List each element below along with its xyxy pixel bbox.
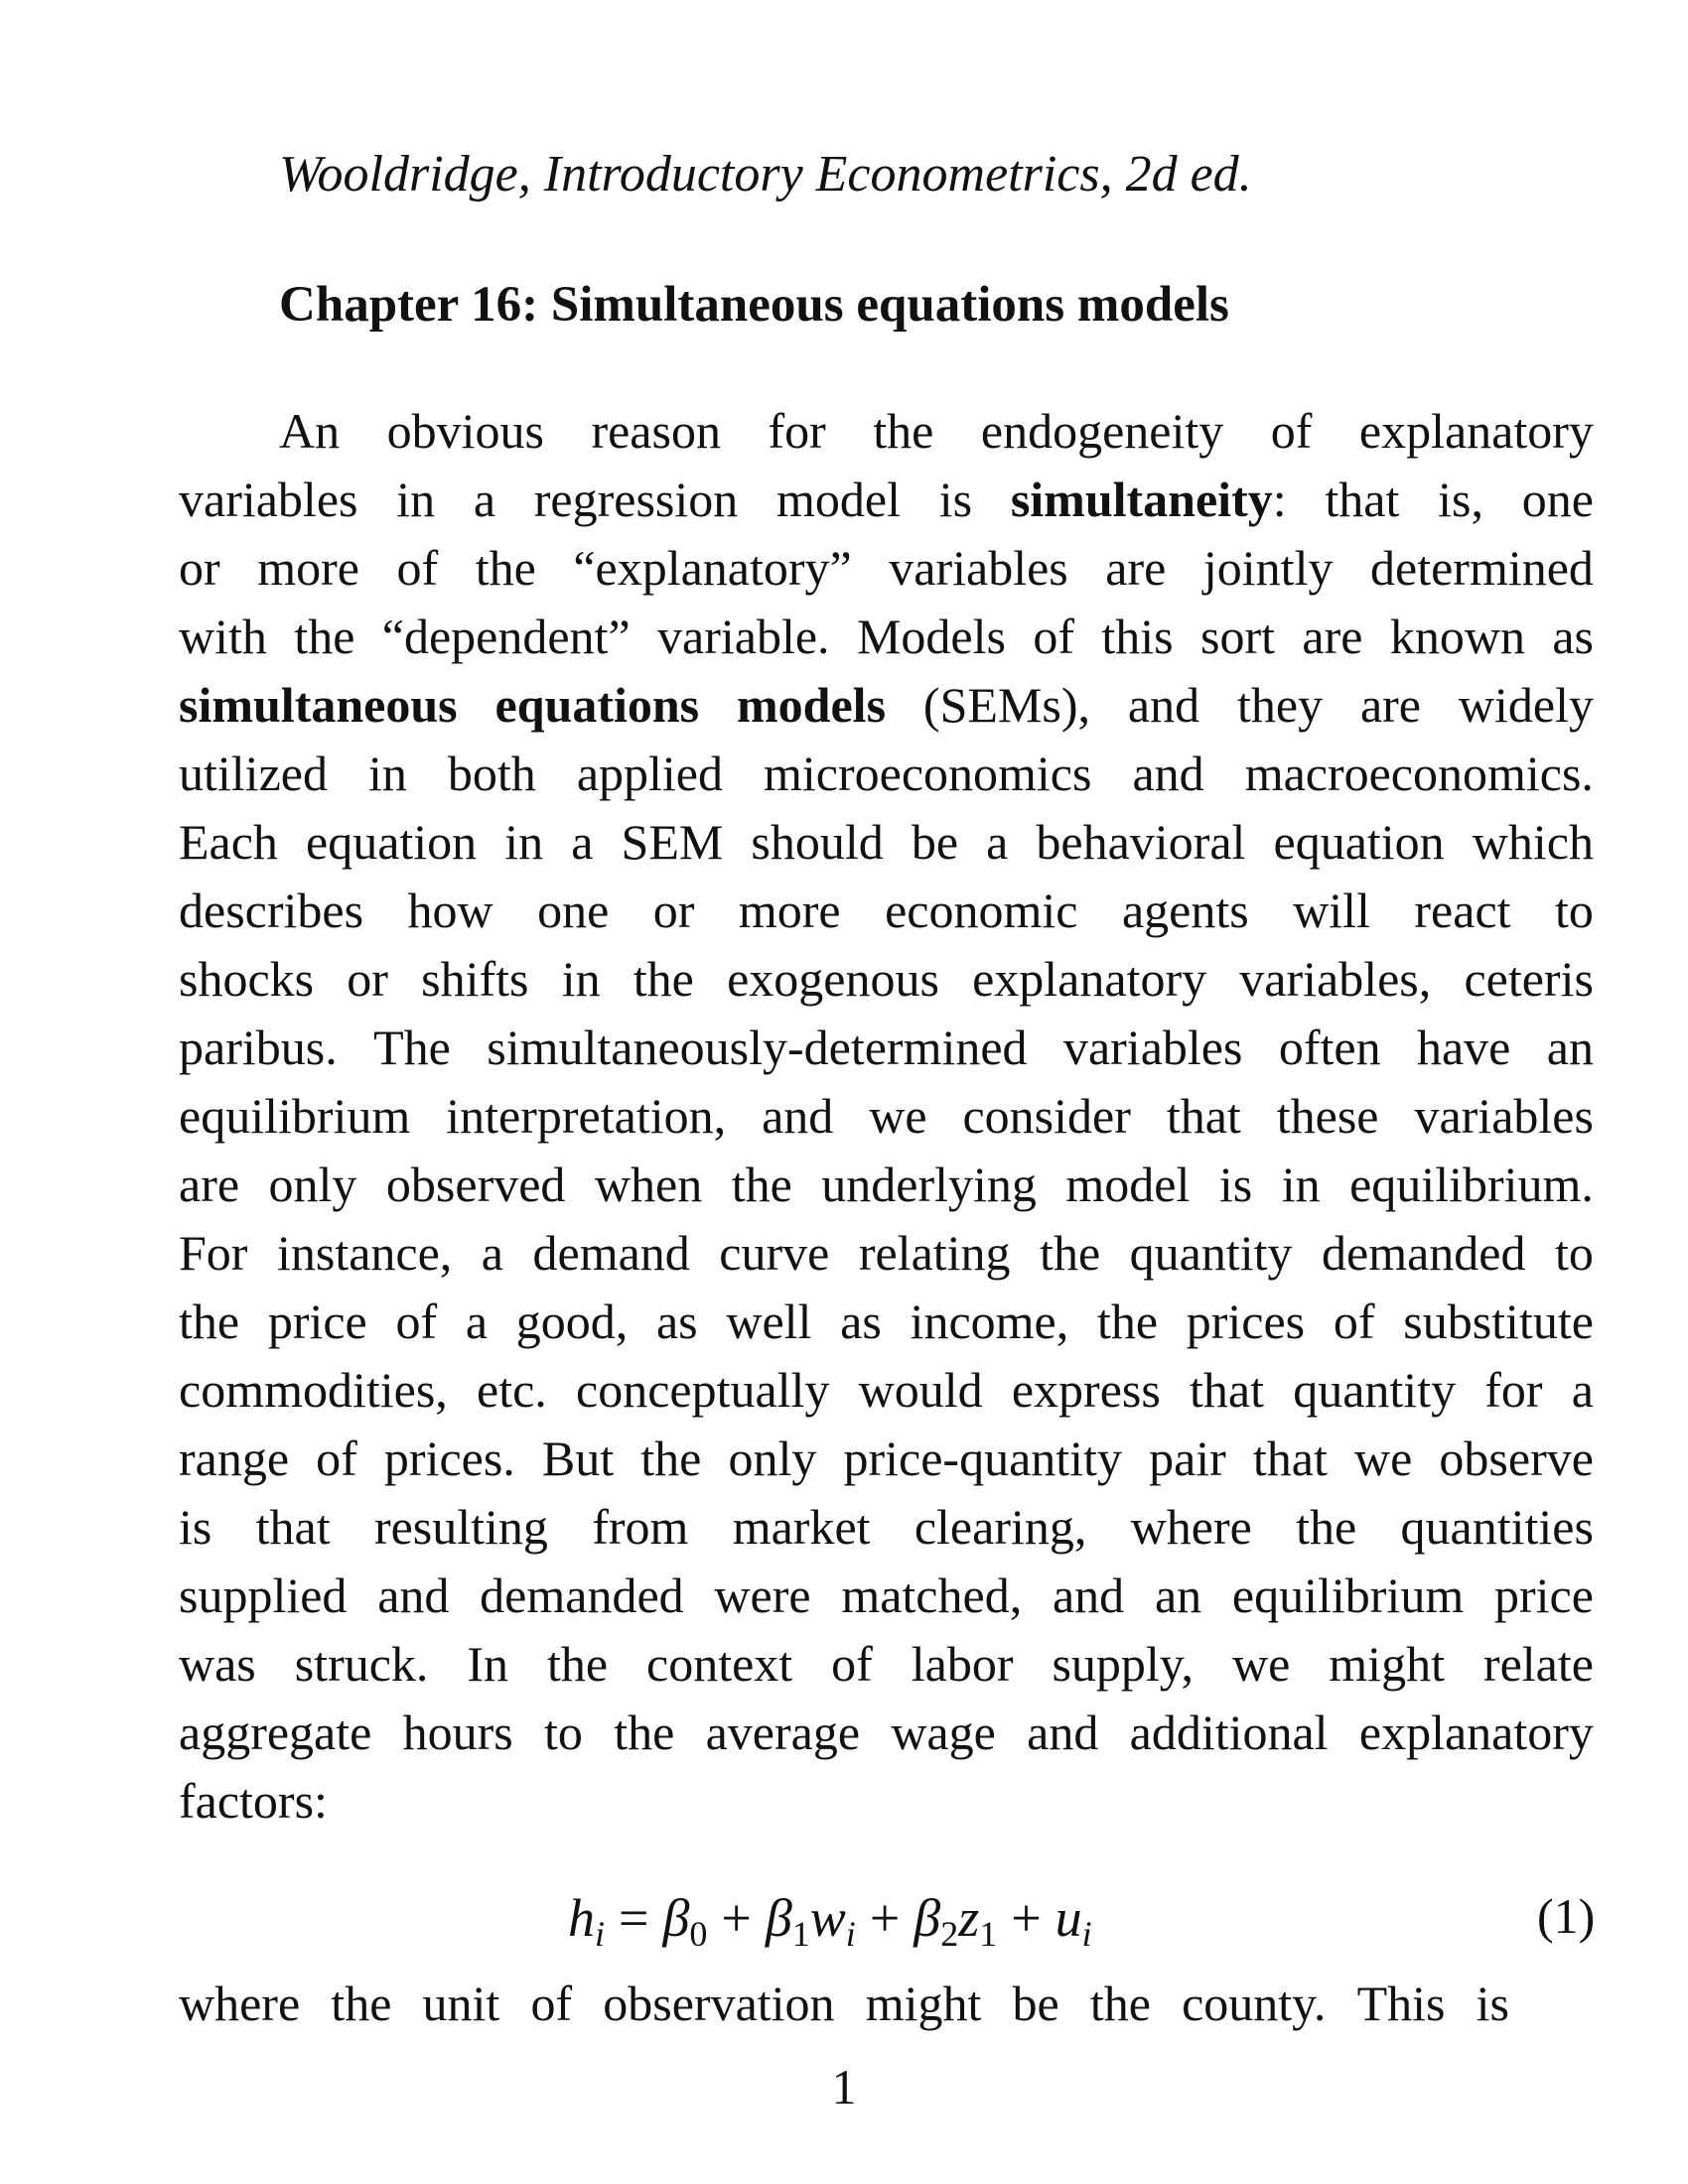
equation-number: (1) xyxy=(1537,1888,1596,1944)
word: the xyxy=(1296,1499,1357,1555)
word: ceteris xyxy=(1464,951,1594,1007)
word: obvious xyxy=(386,403,544,459)
word: they xyxy=(1236,677,1324,733)
word: prices xyxy=(1186,1294,1306,1349)
word: are xyxy=(1105,540,1167,596)
paragraph-line xyxy=(179,1425,1594,1493)
word: clearing, xyxy=(914,1499,1087,1555)
word: the xyxy=(640,1431,702,1486)
word: a xyxy=(1571,1362,1594,1418)
paragraph-line xyxy=(179,1288,1594,1356)
word: explanatory xyxy=(972,951,1207,1007)
word: determined xyxy=(1370,540,1594,596)
word: supplied xyxy=(179,1568,348,1623)
word: commodities, xyxy=(179,1362,448,1418)
word: microeconomics xyxy=(764,746,1092,801)
word: model xyxy=(1065,1157,1191,1212)
word: in xyxy=(1281,1157,1321,1212)
word: the xyxy=(331,1976,392,2031)
word: the xyxy=(1040,1225,1101,1281)
word: “explanatory” xyxy=(573,540,852,596)
word: Models xyxy=(856,609,1006,664)
word: have xyxy=(1416,1020,1511,1075)
word: relating xyxy=(858,1225,1011,1281)
word: the xyxy=(1089,1976,1151,2031)
word: etc. xyxy=(477,1362,547,1418)
word: in xyxy=(367,746,407,801)
word: equation xyxy=(306,814,478,870)
eq-beta2: β xyxy=(914,1888,941,1948)
word: this xyxy=(1101,609,1174,664)
word: instance, xyxy=(276,1225,453,1281)
word: is xyxy=(938,472,973,527)
word: An xyxy=(279,403,341,459)
word: the xyxy=(294,609,355,664)
eq-z: z xyxy=(958,1888,980,1948)
word: applied xyxy=(576,746,723,801)
bold-term: equations xyxy=(494,677,700,733)
word: price xyxy=(267,1294,367,1349)
word: price-quantity xyxy=(843,1431,1122,1486)
word: labor xyxy=(911,1636,1014,1692)
paragraph-line xyxy=(179,1699,1594,1767)
word: variables xyxy=(1062,1020,1243,1075)
word: regression xyxy=(533,472,739,527)
word: shocks xyxy=(179,951,315,1007)
eq-u-sub: i xyxy=(1081,1914,1092,1954)
word: variable. xyxy=(657,609,830,664)
word: to xyxy=(1555,883,1594,938)
word: widely xyxy=(1458,677,1594,733)
word: wage xyxy=(891,1705,996,1760)
word: of xyxy=(831,1636,873,1692)
word: pair xyxy=(1149,1431,1226,1486)
main-paragraph xyxy=(179,397,1594,1836)
word: quantity xyxy=(1293,1362,1457,1418)
word: interpretation, xyxy=(446,1088,727,1144)
word: a xyxy=(986,814,1009,870)
word: to xyxy=(1554,1225,1594,1281)
word: demanded xyxy=(1322,1225,1526,1281)
word: the xyxy=(546,1636,609,1692)
word: relate xyxy=(1482,1636,1594,1692)
word: will xyxy=(1293,883,1370,938)
word: when xyxy=(594,1157,703,1212)
word: that xyxy=(1252,1431,1328,1486)
word: in xyxy=(396,472,436,527)
word: variables xyxy=(179,472,358,527)
word: and xyxy=(1132,746,1204,801)
word: we xyxy=(1232,1636,1291,1692)
word: substitute xyxy=(1403,1294,1594,1349)
word: the xyxy=(614,1705,675,1760)
word: in xyxy=(504,814,544,870)
paragraph-line xyxy=(179,671,1594,740)
paragraph-line xyxy=(179,397,1594,466)
word: curve xyxy=(719,1225,830,1281)
paragraph-line xyxy=(179,1014,1594,1082)
eq-u: u xyxy=(1055,1888,1082,1948)
paragraph-line xyxy=(179,1082,1594,1151)
book-reference: Wooldridge, Introductory Econometrics, 2d ed. xyxy=(279,146,1252,203)
word: The xyxy=(373,1020,451,1075)
word: quantity xyxy=(1129,1225,1293,1281)
word: react xyxy=(1414,883,1511,938)
word: For xyxy=(179,1225,248,1281)
word: observed xyxy=(385,1157,566,1212)
word: with xyxy=(179,609,267,664)
paragraph-line xyxy=(179,1219,1594,1288)
word: demanded xyxy=(480,1568,684,1623)
word: quantities xyxy=(1400,1499,1594,1555)
word: one xyxy=(537,883,610,938)
word: where xyxy=(1130,1499,1252,1555)
word: would xyxy=(858,1362,983,1418)
word: was xyxy=(179,1636,256,1692)
word: well xyxy=(726,1294,812,1349)
word: both xyxy=(447,746,536,801)
paragraph-line xyxy=(179,1493,1594,1562)
word: are xyxy=(1359,677,1422,733)
word: jointly xyxy=(1202,540,1334,596)
word: resulting xyxy=(373,1499,548,1555)
word: variables, xyxy=(1239,951,1432,1007)
word: is xyxy=(1476,1976,1509,2031)
word: utilized xyxy=(179,746,328,801)
paragraph-line xyxy=(179,1562,1594,1630)
word: equilibrium xyxy=(1231,1568,1465,1623)
word: underlying xyxy=(821,1157,1037,1212)
word: might xyxy=(1329,1636,1445,1692)
word: agents xyxy=(1121,883,1249,938)
word: only xyxy=(728,1431,817,1486)
eq-beta0-sub: 0 xyxy=(689,1914,708,1954)
word: is xyxy=(179,1499,212,1555)
post-equation-line xyxy=(179,1970,1509,2038)
word: the xyxy=(1096,1294,1159,1349)
word: an xyxy=(1546,1020,1594,1075)
word: explanatory xyxy=(1358,403,1594,459)
eq-plus-1: + xyxy=(721,1888,752,1948)
word: variables xyxy=(1414,1088,1594,1144)
word: that xyxy=(255,1499,331,1555)
word: This xyxy=(1356,1976,1446,2031)
word: income, xyxy=(910,1294,1069,1349)
word: of xyxy=(1270,403,1313,459)
word: endogeneity xyxy=(980,403,1224,459)
paragraph-line xyxy=(179,1767,1594,1836)
word: that xyxy=(1166,1088,1241,1144)
word: only xyxy=(268,1157,357,1212)
word: exogenous xyxy=(727,951,939,1007)
word: express xyxy=(1011,1362,1161,1418)
word: of xyxy=(396,540,439,596)
word: In xyxy=(467,1636,509,1692)
word: should xyxy=(751,814,884,870)
word: an xyxy=(1154,1568,1202,1623)
chapter-title: Chapter 16: Simultaneous equations models xyxy=(279,277,1229,333)
word: were xyxy=(714,1568,811,1623)
bold-term: models xyxy=(737,677,887,733)
word: where xyxy=(179,1976,301,2031)
word: we xyxy=(869,1088,927,1144)
word: be xyxy=(911,814,959,870)
paragraph-line xyxy=(179,1630,1594,1699)
eq-w-sub: i xyxy=(845,1914,856,1954)
word: the xyxy=(873,403,934,459)
bold-term: simultaneous xyxy=(179,677,458,733)
word: struck. xyxy=(294,1636,429,1692)
word: Each xyxy=(179,814,278,870)
word: and xyxy=(762,1088,834,1144)
word: and xyxy=(1052,1568,1125,1623)
word: in xyxy=(561,951,601,1007)
word: reason xyxy=(591,403,721,459)
eq-plus-3: + xyxy=(1011,1888,1042,1948)
word: explanatory xyxy=(1358,1705,1594,1760)
word: for xyxy=(768,403,826,459)
word: that xyxy=(1190,1362,1264,1418)
paragraph-line xyxy=(179,877,1594,945)
word: might xyxy=(865,1976,982,2031)
paragraph-line xyxy=(179,740,1594,808)
paragraph-line xyxy=(179,466,1594,534)
word: be xyxy=(1012,1976,1059,2031)
word: shifts xyxy=(421,951,529,1007)
word: which xyxy=(1472,814,1594,870)
page-number: 1 xyxy=(831,2059,857,2115)
word: a xyxy=(473,472,496,527)
word: (SEMs), xyxy=(922,677,1090,733)
eq-beta1-sub: 1 xyxy=(791,1914,810,1954)
word: as xyxy=(840,1294,882,1349)
word: variables xyxy=(889,540,1068,596)
word: we xyxy=(1354,1431,1413,1486)
word: from xyxy=(592,1499,689,1555)
eq-w: w xyxy=(809,1888,846,1948)
word: a xyxy=(481,1225,503,1281)
word: observe xyxy=(1439,1431,1594,1486)
word: often xyxy=(1278,1020,1381,1075)
word: the xyxy=(179,1294,240,1349)
word: of xyxy=(1333,1294,1375,1349)
word: these xyxy=(1276,1088,1379,1144)
eq-beta2-sub: 2 xyxy=(940,1914,959,1954)
word: consider xyxy=(962,1088,1131,1144)
word: prices. xyxy=(383,1431,515,1486)
word: how xyxy=(407,883,493,938)
word: conceptually xyxy=(576,1362,830,1418)
eq-h: h xyxy=(568,1888,595,1948)
word: macroeconomics. xyxy=(1244,746,1594,801)
word: SEM xyxy=(621,814,724,870)
word: range xyxy=(179,1431,290,1486)
word: the xyxy=(475,540,536,596)
word: are xyxy=(1302,609,1363,664)
word: for xyxy=(1484,1362,1543,1418)
word: economic xyxy=(885,883,1078,938)
word: and xyxy=(377,1568,450,1623)
word: describes xyxy=(179,883,364,938)
word: model xyxy=(776,472,901,527)
bold-term: simultaneity: xyxy=(1010,472,1287,527)
word: equation xyxy=(1273,814,1445,870)
word: is, xyxy=(1438,472,1483,527)
word: But xyxy=(541,1431,615,1486)
word: and xyxy=(1127,677,1200,733)
word: as xyxy=(1552,609,1594,664)
word: of xyxy=(316,1431,357,1486)
word: equilibrium xyxy=(179,1088,411,1144)
word: the xyxy=(731,1157,792,1212)
word: to xyxy=(544,1705,583,1760)
word: or xyxy=(347,951,388,1007)
word: simultaneously-determined xyxy=(487,1020,1028,1075)
eq-plus-2: + xyxy=(869,1888,901,1948)
word: “dependent” xyxy=(381,609,631,664)
word: more xyxy=(257,540,359,596)
word: of xyxy=(395,1294,438,1349)
word: additional xyxy=(1129,1705,1329,1760)
word: of xyxy=(1033,609,1074,664)
word: paribus. xyxy=(179,1020,338,1075)
word: or xyxy=(179,540,220,596)
word: observation xyxy=(603,1976,835,2031)
word: factors: xyxy=(179,1773,328,1829)
word: market xyxy=(732,1499,871,1555)
eq-equals: = xyxy=(619,1888,649,1948)
word: as xyxy=(655,1294,698,1349)
word: equilibrium. xyxy=(1349,1157,1594,1212)
eq-h-sub: i xyxy=(595,1914,606,1954)
word: good, xyxy=(515,1294,629,1349)
word: known xyxy=(1389,609,1525,664)
word: of xyxy=(530,1976,573,2031)
word: and xyxy=(1027,1705,1099,1760)
equation-1 xyxy=(568,1888,1092,1954)
paragraph-line xyxy=(179,1356,1594,1425)
word: price xyxy=(1493,1568,1594,1623)
word: that xyxy=(1325,472,1400,527)
word: the xyxy=(633,951,694,1007)
eq-beta1: β xyxy=(765,1888,792,1948)
word: more xyxy=(738,883,841,938)
word: hours xyxy=(402,1705,513,1760)
word: matched, xyxy=(841,1568,1023,1623)
eq-z-sub: 1 xyxy=(979,1914,998,1954)
word: is xyxy=(1218,1157,1253,1212)
word: a xyxy=(571,814,594,870)
word: aggregate xyxy=(179,1705,372,1760)
word: supply, xyxy=(1052,1636,1195,1692)
word: unit xyxy=(422,1976,500,2031)
word: are xyxy=(179,1157,240,1212)
eq-beta0: β xyxy=(662,1888,690,1948)
paragraph-line xyxy=(179,1151,1594,1219)
paragraph-line xyxy=(179,603,1594,671)
word: sort xyxy=(1200,609,1276,664)
word: demand xyxy=(532,1225,690,1281)
word: county. xyxy=(1182,1976,1327,2031)
paragraph-line xyxy=(179,808,1594,877)
paragraph-line xyxy=(179,534,1594,603)
word: one xyxy=(1521,472,1594,527)
paragraph-line xyxy=(179,945,1594,1014)
word: or xyxy=(652,883,695,938)
word: behavioral xyxy=(1036,814,1246,870)
word: a xyxy=(465,1294,489,1349)
word: context xyxy=(646,1636,793,1692)
word: average xyxy=(705,1705,861,1760)
